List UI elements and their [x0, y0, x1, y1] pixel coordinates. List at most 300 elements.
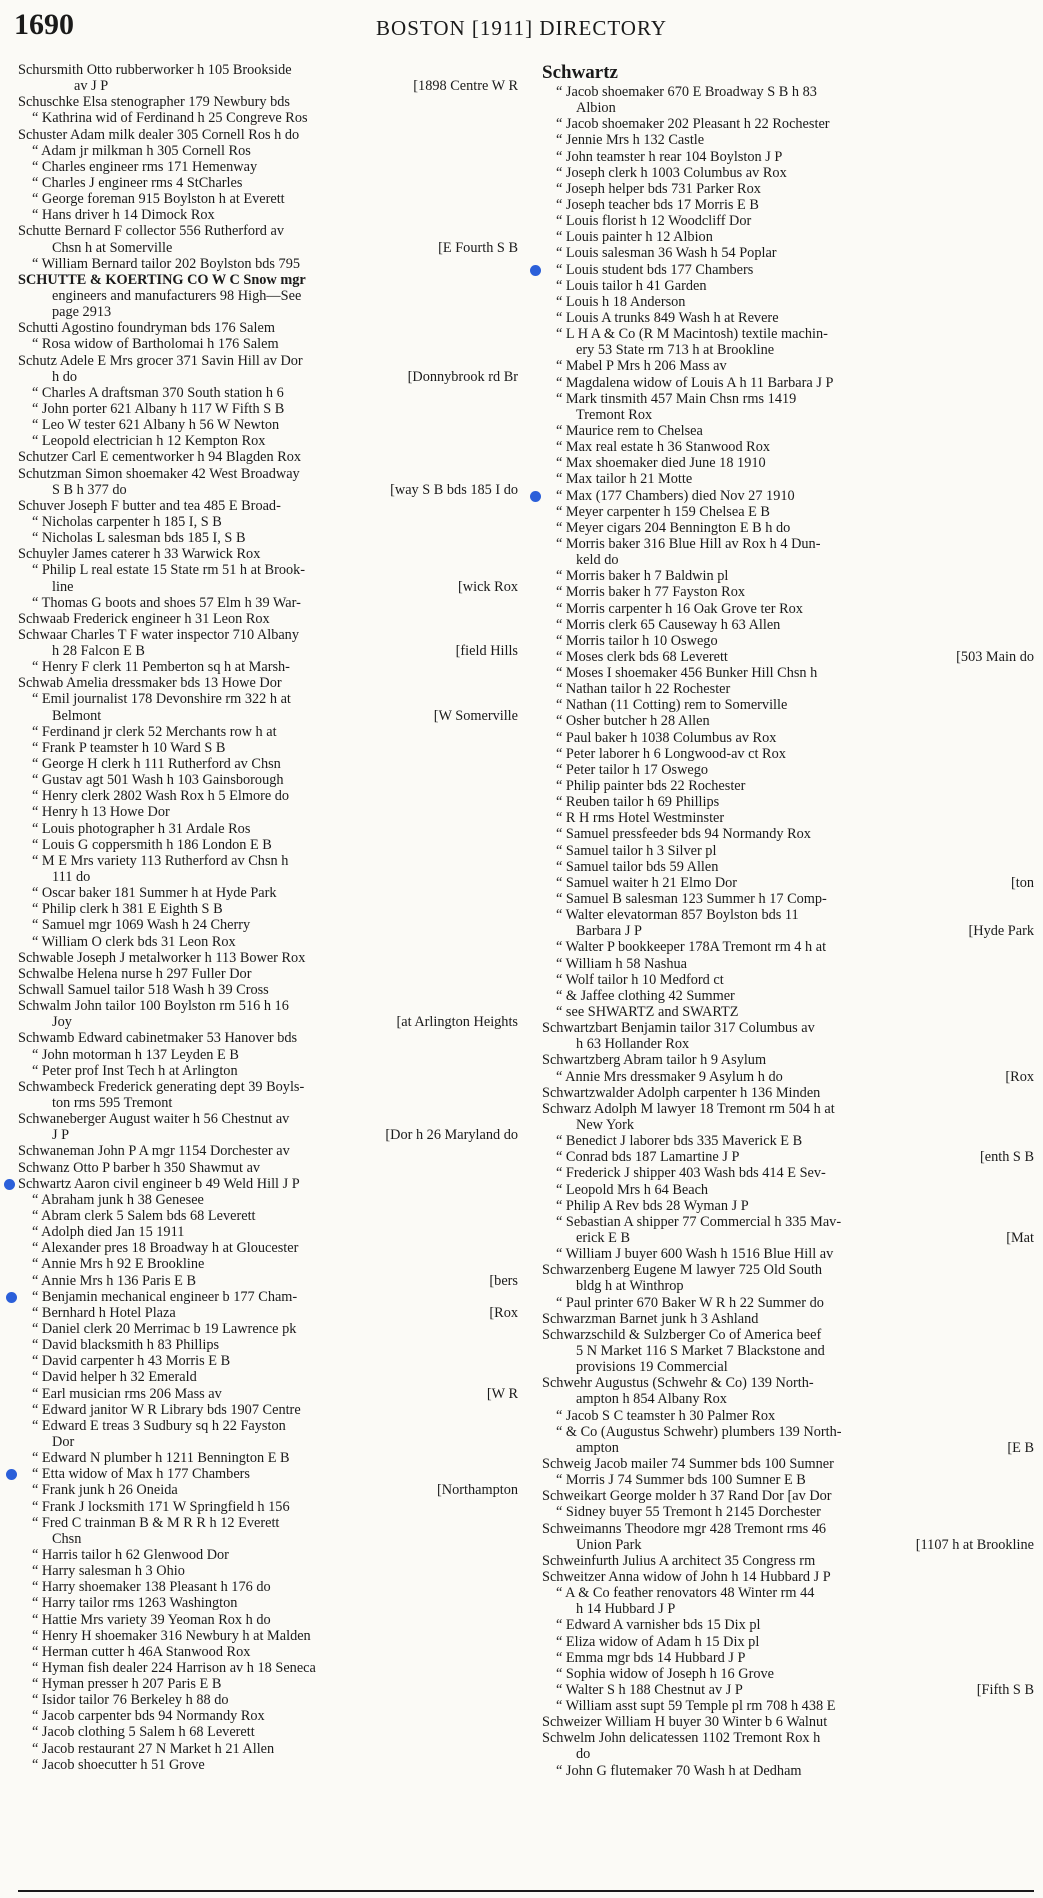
entry-text: “ Harry shoemaker 138 Pleasant h 176 do [32, 1579, 271, 1596]
entry-text: “ Etta widow of Max h 177 Chambers [32, 1466, 250, 1483]
entry-text: “ Peter laborer h 6 Longwood-av ct Rox [556, 745, 786, 762]
directory-entry [18, 1305, 518, 1321]
page-number: 1690 [14, 8, 74, 41]
entry-text: “ Leo W tester 621 Albany h 56 W Newton [32, 417, 280, 434]
entry-text: “ Annie Mrs dressmaker 9 Asylum h do [556, 1068, 783, 1085]
directory-entry [18, 240, 518, 256]
directory-entry [542, 1521, 1034, 1537]
entry-text: “ Meyer cigars 204 Bennington E B h do [556, 519, 791, 536]
entry-text: “ Magdalena widow of Louis A h 11 Barbara J P [556, 374, 834, 391]
entry-carryover: [Dor h 26 Maryland do [385, 1127, 518, 1144]
entry-text: “ Jacob shoemaker 202 Pleasant h 22 Rochester [556, 116, 830, 133]
directory-entry [18, 1724, 518, 1740]
directory-entry [18, 304, 518, 320]
directory-entry [18, 385, 518, 401]
entry-carryover: [1107 h at Brookline [915, 1536, 1034, 1553]
entry-text: “ Louis florist h 12 Woodcliff Dor [556, 213, 752, 230]
directory-entry [542, 762, 1034, 778]
directory-entry [18, 1531, 518, 1547]
entry-text: bldg h at Winthrop [576, 1278, 684, 1295]
directory-entry [542, 197, 1034, 213]
directory-entry [18, 917, 518, 933]
entry-text: Schwarzenberg Eugene M lawyer 725 Old South [542, 1262, 823, 1279]
entry-carryover: [503 Main do [956, 648, 1034, 665]
directory-entry [18, 288, 518, 304]
directory-entry [18, 1273, 518, 1289]
entry-text: line [52, 578, 74, 595]
directory-entry [18, 336, 518, 352]
directory-entry [542, 859, 1034, 875]
entry-text: Dor [52, 1433, 75, 1450]
directory-entry [542, 1036, 1034, 1052]
entry-text: “ Samuel B salesman 123 Summer h 17 Comp- [556, 891, 827, 908]
directory-entry [542, 391, 1034, 407]
directory-entry [542, 1488, 1034, 1504]
entry-text: Schursmith Otto rubberworker h 105 Brookside [18, 62, 292, 78]
directory-entry [18, 175, 518, 191]
directory-entry [18, 804, 518, 820]
entry-text: ton rms 595 Tremont [52, 1095, 173, 1111]
entry-text: “ Joseph teacher bds 17 Morris E B [556, 196, 759, 213]
entry-text: Schwab Amelia dressmaker bds 13 Howe Dor [18, 675, 282, 692]
entry-carryover: [Northampton [437, 1482, 518, 1499]
directory-entry [542, 1666, 1034, 1682]
entry-text: “ Nicholas carpenter h 185 I, S B [32, 513, 222, 530]
entry-text: “ George H clerk h 111 Rutherford av Chsn [32, 756, 281, 773]
directory-entry [542, 1359, 1034, 1375]
directory-entry [18, 127, 518, 143]
directory-entry [542, 826, 1034, 842]
entry-text: “ Samuel tailor bds 59 Allen [556, 858, 719, 875]
directory-entry [542, 1601, 1034, 1617]
entry-text: Tremont Rox [576, 406, 653, 423]
directory-entry [18, 498, 518, 514]
entry-text: “ see SHWARTZ and SWARTZ [556, 1004, 739, 1021]
entry-text: Schwartz [542, 62, 618, 83]
entry-text: “ Mabel P Mrs h 206 Mass av [556, 358, 727, 375]
entry-text: “ Edward janitor W R Library bds 1907 Centre [32, 1401, 301, 1418]
entry-text: “ Bernhard h Hotel Plaza [32, 1304, 176, 1321]
directory-entry [542, 778, 1034, 794]
directory-entry [18, 934, 518, 950]
directory-entry [18, 1127, 518, 1143]
entry-text: “ Sidney buyer 55 Tremont h 2145 Dorchester [556, 1504, 821, 1521]
entry-text: “ Annie Mrs h 92 E Brookline [32, 1256, 205, 1273]
entry-text: Schweinfurth Julius A architect 35 Congress rm [542, 1552, 816, 1569]
directory-entry [18, 1014, 518, 1030]
entry-text: Schwaab Frederick engineer h 31 Leon Rox [18, 610, 270, 627]
entry-text: do [576, 1746, 591, 1763]
directory-entry [18, 869, 518, 885]
directory-entry [542, 1101, 1034, 1117]
entry-text: “ David helper h 32 Emerald [32, 1369, 197, 1386]
directory-entry [542, 1375, 1034, 1391]
entry-text: “ Morris clerk 65 Causeway h 63 Allen [556, 616, 781, 633]
entry-carryover: [wick Rox [458, 578, 518, 595]
entry-text: Chsn h at Somerville [52, 239, 173, 256]
entry-text: ery 53 State rm 713 h at Brookline [576, 342, 775, 359]
directory-entry [542, 1020, 1034, 1036]
directory-entry [542, 100, 1034, 116]
entry-text: Schuyler James caterer h 33 Warwick Rox [18, 546, 261, 563]
directory-entry [18, 1708, 518, 1724]
directory-entry [18, 272, 518, 288]
blue-marker-icon [4, 1179, 15, 1190]
directory-entry [18, 675, 518, 691]
directory-entry [542, 213, 1034, 229]
entry-text: “ Jacob clothing 5 Salem h 68 Leverett [32, 1724, 255, 1741]
entry-text: Schwambeck Frederick generating dept 39 Boyls- [18, 1078, 305, 1095]
entry-text: Barbara J P [576, 923, 642, 940]
entry-text: “ Gustav agt 501 Wash h 103 Gainsborough [32, 772, 284, 789]
directory-entry [542, 1343, 1034, 1359]
entry-text: “ Leopold electrician h 12 Kempton Rox [32, 433, 266, 450]
directory-entry [542, 794, 1034, 810]
entry-text: “ William asst supt 59 Temple pl rm 708 h 438 E [556, 1698, 836, 1715]
entry-text: Schwartzbart Benjamin tailor 317 Columbus av [542, 1020, 815, 1037]
entry-text: “ Philip L real estate 15 State rm 51 h at Brook- [32, 562, 306, 579]
directory-entry [542, 843, 1034, 859]
entry-text: Belmont [52, 707, 102, 724]
entry-text: “ Alexander pres 18 Broadway h at Gloucester [32, 1240, 299, 1257]
entry-text: “ Paul baker h 1038 Columbus av Rox [556, 729, 777, 746]
entry-text: “ Annie Mrs h 136 Paris E B [32, 1272, 197, 1289]
entry-text: h do [52, 368, 78, 385]
entry-text: “ Charles engineer rms 171 Hemenway [32, 158, 258, 175]
directory-entry [18, 1515, 518, 1531]
directory-entry [18, 1337, 518, 1353]
directory-entry [18, 627, 518, 643]
directory-entry [18, 901, 518, 917]
entry-text: erick E B [576, 1229, 630, 1246]
directory-entry [542, 907, 1034, 923]
directory-entry [542, 891, 1034, 907]
entry-text: “ Meyer carpenter h 159 Chelsea E B [556, 503, 770, 520]
directory-entry [542, 1440, 1034, 1456]
directory-entry [18, 1224, 518, 1240]
entry-text: “ Conrad bds 187 Lamartine J P [556, 1149, 740, 1166]
entry-text: “ A & Co feather renovators 48 Winter rm 44 [556, 1585, 815, 1602]
entry-text: “ Samuel tailor h 3 Silver pl [556, 842, 717, 859]
directory-entry [18, 853, 518, 869]
directory-entry [542, 407, 1034, 423]
directory-entry [542, 471, 1034, 487]
entry-text: Schuver Joseph F butter and tea 485 E Broad- [18, 497, 281, 514]
entry-text: “ Hans driver h 14 Dimock Rox [32, 207, 215, 224]
section-heading [542, 62, 1034, 84]
directory-entry [18, 821, 518, 837]
directory-entry [18, 772, 518, 788]
entry-text: “ Ferdinand jr clerk 52 Merchants row h at [32, 723, 277, 740]
directory-entry [18, 62, 518, 78]
directory-entry [18, 1563, 518, 1579]
entry-text: “ Jacob carpenter bds 94 Normandy Rox [32, 1708, 265, 1725]
directory-entry [18, 530, 518, 546]
entry-text: “ Kathrina wid of Ferdinand h 25 Congreve Ros [32, 110, 308, 127]
directory-entry [18, 708, 518, 724]
directory-entry [542, 923, 1034, 939]
directory-entry [542, 1230, 1034, 1246]
directory-entry [18, 466, 518, 482]
blue-marker-icon [530, 491, 541, 502]
entry-text: “ Walter elevatorman 857 Boylston bds 11 [556, 907, 799, 924]
entry-carryover: [E B [1007, 1439, 1034, 1456]
directory-entry [542, 1246, 1034, 1262]
directory-entry [542, 326, 1034, 342]
entry-text: “ Jacob shoecutter h 51 Grove [32, 1756, 205, 1773]
directory-entry [18, 207, 518, 223]
directory-entry [542, 1408, 1034, 1424]
directory-entry [18, 353, 518, 369]
directory-entry [542, 1763, 1034, 1779]
right-column [542, 62, 1034, 1779]
entry-text: “ Frederick J shipper 403 Wash bds 414 E Sev- [556, 1165, 826, 1182]
entry-text: Union Park [576, 1536, 642, 1553]
directory-entry [542, 1262, 1034, 1278]
entry-carryover: [E Fourth S B [438, 239, 518, 256]
blue-marker-icon [6, 1292, 17, 1303]
directory-entry [542, 649, 1034, 665]
entry-text: Schwall Samuel tailor 518 Wash h 39 Cross [18, 982, 269, 999]
entry-text: h 28 Falcon E B [52, 643, 145, 660]
entry-text: provisions 19 Commercial [576, 1359, 728, 1376]
directory-entry [542, 84, 1034, 100]
entry-text: “ Louis salesman 36 Wash h 54 Poplar [556, 245, 777, 262]
directory-entry [18, 514, 518, 530]
directory-entry [18, 1143, 518, 1159]
directory-entry [18, 482, 518, 498]
entry-text: “ Joseph clerk h 1003 Columbus av Rox [556, 164, 787, 181]
entry-carryover: [Rox [489, 1304, 518, 1321]
entry-carryover: [Fifth S B [976, 1681, 1034, 1698]
directory-entry [18, 595, 518, 611]
directory-entry [18, 1030, 518, 1046]
directory-entry [542, 1133, 1034, 1149]
entry-text: h 14 Hubbard J P [576, 1601, 676, 1618]
directory-entry [18, 756, 518, 772]
entry-text: Schwehr Augustus (Schwehr & Co) 139 North- [542, 1375, 814, 1392]
entry-text: “ & Jaffee clothing 42 Summer [556, 987, 735, 1004]
entry-text: “ Jacob shoemaker 670 E Broadway S B h 83 [556, 84, 817, 100]
entry-text: “ Samuel pressfeeder bds 94 Normandy Rox [556, 826, 811, 843]
entry-text: “ Frank J locksmith 171 W Springfield h 156 [32, 1498, 290, 1515]
entry-text: “ Benjamin mechanical engineer b 177 Cham- [32, 1288, 298, 1305]
directory-entry [542, 956, 1034, 972]
directory-entry [18, 1579, 518, 1595]
entry-text: “ Hyman presser h 207 Paris E B [32, 1676, 222, 1693]
entry-carryover: [Rox [1005, 1068, 1034, 1085]
entry-carryover: [W Somerville [433, 707, 518, 724]
entry-text: “ Oscar baker 181 Summer h at Hyde Park [32, 885, 277, 902]
directory-entry [18, 159, 518, 175]
directory-entry [542, 601, 1034, 617]
directory-entry [18, 788, 518, 804]
entry-text: “ Emma mgr bds 14 Hubbard J P [556, 1649, 746, 1666]
directory-entry [542, 1730, 1034, 1746]
entry-text: “ Frank junk h 26 Oneida [32, 1482, 178, 1499]
entry-text: “ Charles A draftsman 370 South station h 6 [32, 384, 284, 401]
entry-text: “ Morris baker h 7 Baldwin pl [556, 568, 729, 585]
directory-entry [18, 94, 518, 110]
directory-entry [542, 568, 1034, 584]
directory-entry [18, 1434, 518, 1450]
directory-entry [18, 546, 518, 562]
directory-entry [542, 810, 1034, 826]
entry-text: Schwanz Otto P barber h 350 Shawmut av [18, 1159, 261, 1176]
entry-text: “ Harris tailor h 62 Glenwood Dor [32, 1546, 229, 1563]
directory-entry [18, 417, 518, 433]
directory-entry [542, 1472, 1034, 1488]
entry-text: “ Louis painter h 12 Albion [556, 229, 713, 246]
entry-text: “ Philip painter bds 22 Rochester [556, 778, 746, 795]
directory-entry [542, 358, 1034, 374]
blue-marker-icon [6, 1469, 17, 1480]
directory-entry [542, 730, 1034, 746]
directory-entry [18, 1321, 518, 1337]
entry-text: “ Morris carpenter h 16 Oak Grove ter Rox [556, 600, 803, 617]
directory-entry [542, 552, 1034, 568]
entry-text: “ Wolf tailor h 10 Medford ct [556, 971, 724, 988]
entry-carryover: [bers [489, 1272, 518, 1289]
entry-carryover: [enth S B [979, 1149, 1034, 1166]
entry-text: “ William J buyer 600 Wash h 1516 Blue Hill av [556, 1246, 834, 1263]
entry-text: Schwamb Edward cabinetmaker 53 Hanover bds [18, 1030, 298, 1047]
directory-entry [18, 320, 518, 336]
directory-entry [542, 1553, 1034, 1569]
directory-entry [18, 1450, 518, 1466]
entry-text: “ Eliza widow of Adam h 15 Dix pl [556, 1633, 760, 1650]
directory-entry [542, 1004, 1034, 1020]
entry-text: “ William Bernard tailor 202 Boylston bds 795 [32, 255, 300, 272]
directory-entry [542, 1295, 1034, 1311]
entry-text: “ Harry tailor rms 1263 Washington [32, 1595, 238, 1612]
entry-text: “ Louis tailor h 41 Garden [556, 277, 707, 294]
directory-entry [542, 1585, 1034, 1601]
directory-entry [18, 1741, 518, 1757]
entry-text: Schwalbe Helena nurse h 297 Fuller Dor [18, 965, 252, 982]
directory-entry [18, 223, 518, 239]
entry-text: “ Henry clerk 2802 Wash Rox h 5 Elmore do [32, 788, 290, 805]
entry-text: Schwartz Aaron civil engineer b 49 Weld Hill J P [18, 1175, 300, 1192]
entry-text: engineers and manufacturers 98 High—See [52, 287, 302, 304]
directory-entry [18, 1595, 518, 1611]
running-head: BOSTON [1911] DIRECTORY [376, 16, 667, 40]
directory-entry [542, 1327, 1034, 1343]
directory-entry [18, 1256, 518, 1272]
directory-entry [542, 375, 1034, 391]
directory-entry [542, 1682, 1034, 1698]
entry-text: “ Herman cutter h 46A Stanwood Rox [32, 1643, 251, 1660]
entry-text: “ Paul printer 670 Baker W R h 22 Summer do [556, 1294, 824, 1311]
entry-carryover: [Donnybrook rd Br [407, 368, 518, 385]
directory-entry [542, 681, 1034, 697]
directory-entry [18, 110, 518, 126]
entry-carryover: [1898 Centre W R [413, 78, 518, 95]
directory-entry [18, 1289, 518, 1305]
entry-text: “ Osher butcher h 28 Allen [556, 713, 710, 730]
entry-text: Schweizer William H buyer 30 Winter b 6 Walnut [542, 1714, 828, 1731]
entry-text: Schwartzwalder Adolph carpenter h 136 Minden [542, 1084, 821, 1101]
entry-text: “ Joseph helper bds 731 Parker Rox [556, 180, 761, 197]
entry-text: “ Philip A Rev bds 28 Wyman J P [556, 1197, 749, 1214]
entry-text: “ Benedict J laborer bds 335 Maverick E B [556, 1133, 803, 1150]
entry-text: Schutzman Simon shoemaker 42 West Broadway [18, 465, 300, 482]
entry-text: Schutzer Carl E cementworker h 94 Blagden Rox [18, 449, 302, 466]
entry-text: “ Max real estate h 36 Stanwood Rox [556, 439, 771, 456]
directory-entry [542, 1214, 1034, 1230]
entry-text: Schwarz Adolph M lawyer 18 Tremont rm 504 h at [542, 1100, 835, 1117]
directory-entry [18, 369, 518, 385]
entry-text: “ Mark tinsmith 457 Main Chsn rms 1419 [556, 390, 797, 407]
directory-entry [542, 165, 1034, 181]
directory-entry [18, 1240, 518, 1256]
directory-entry [542, 278, 1034, 294]
directory-entry [542, 1537, 1034, 1553]
directory-entry [18, 1402, 518, 1418]
entry-text: “ Hyman fish dealer 224 Harrison av h 18 Seneca [32, 1659, 316, 1676]
directory-entry [542, 1698, 1034, 1714]
directory-entry [542, 875, 1034, 891]
entry-text: “ Philip clerk h 381 E Eighth S B [32, 901, 223, 918]
entry-text: “ Edward N plumber h 1211 Bennington E B [32, 1450, 290, 1467]
directory-entry [542, 988, 1034, 1004]
entry-text: “ Edward A varnisher bds 15 Dix pl [556, 1617, 761, 1634]
left-column [18, 62, 518, 1773]
entry-text: “ Morris tailor h 10 Oswego [556, 632, 718, 649]
entry-text: “ John teamster h rear 104 Boylston J P [556, 148, 783, 165]
entry-text: Schwaar Charles T F water inspector 710 Albany [18, 626, 299, 643]
entry-text: “ Earl musician rms 206 Mass av [32, 1385, 222, 1402]
entry-text: Schwable Joseph J metalworker h 113 Bower Rox [18, 949, 306, 966]
directory-entry [542, 633, 1034, 649]
entry-text: page 2913 [52, 304, 112, 321]
entry-text: 5 N Market 116 S Market 7 Blackstone and [576, 1342, 825, 1359]
directory-entry [18, 966, 518, 982]
directory-entry [542, 1746, 1034, 1762]
entry-text: Schwarzschild & Sulzberger Co of America beef [542, 1326, 822, 1343]
entry-text: “ Adolph died Jan 15 1911 [32, 1224, 185, 1241]
directory-entry [542, 342, 1034, 358]
directory-entry [542, 1117, 1034, 1133]
entry-carryover: [way S B bds 185 I do [390, 481, 518, 498]
directory-entry [542, 665, 1034, 681]
directory-entry [18, 1628, 518, 1644]
directory-entry [542, 1052, 1034, 1068]
directory-entry [542, 262, 1034, 278]
entry-text: Schwelm John delicatessen 1102 Tremont Rox h [542, 1730, 821, 1747]
entry-text: J P [52, 1127, 70, 1144]
entry-text: “ John G flutemaker 70 Wash h at Dedham [556, 1762, 802, 1779]
directory-entry [542, 584, 1034, 600]
directory-entry [18, 1208, 518, 1224]
directory-entry [542, 116, 1034, 132]
directory-entry [542, 697, 1034, 713]
entry-text: “ Reuben tailor h 69 Phillips [556, 794, 720, 811]
entry-text: “ David blacksmith h 83 Phillips [32, 1337, 220, 1354]
directory-entry [542, 1569, 1034, 1585]
directory-entry [542, 939, 1034, 955]
entry-text: “ Morris baker 316 Blue Hill av Rox h 4 Dun- [556, 535, 821, 552]
directory-entry [542, 1278, 1034, 1294]
directory-entry [18, 1095, 518, 1111]
directory-entry [18, 1644, 518, 1660]
entry-text: “ R H rms Hotel Westminster [556, 810, 725, 827]
entry-text: “ Max (177 Chambers) died Nov 27 1910 [556, 487, 795, 504]
directory-entry [542, 1650, 1034, 1666]
entry-text: “ Henry H shoemaker 316 Newbury h at Malden [32, 1627, 311, 1644]
entry-text: Schweitzer Anna widow of John h 14 Hubbard J P [542, 1568, 831, 1585]
entry-text: Schweimanns Theodore mgr 428 Tremont rms 46 [542, 1520, 827, 1537]
